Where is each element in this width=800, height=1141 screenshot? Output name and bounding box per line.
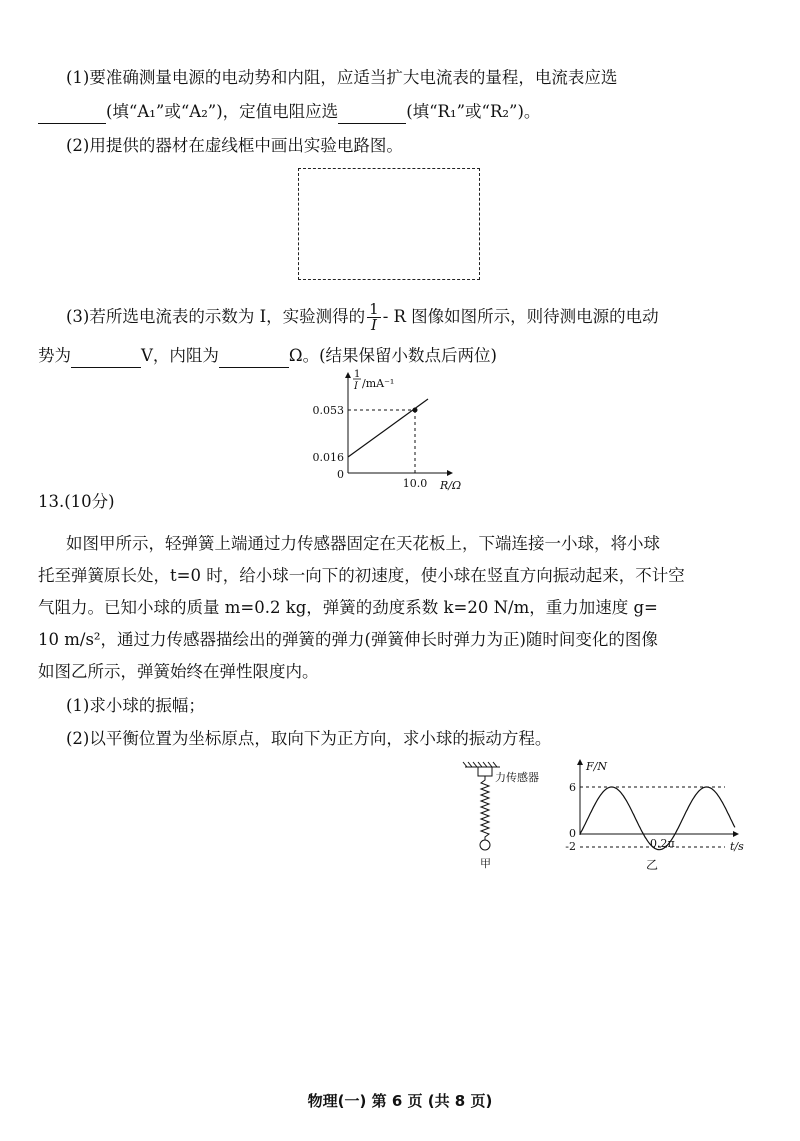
y-tick: 0.053 [312, 404, 344, 417]
fraction-1-over-I [367, 302, 381, 333]
x-tick: 0.2π [650, 837, 675, 850]
text: 如图甲所示，轻弹簧上端通过力传感器固定在天花板上，下端连接一小球，将小球 [66, 534, 660, 553]
text: (填“R₁”或“R₂”)。 [406, 102, 541, 121]
figure-caption: 甲 [480, 857, 491, 870]
figure-jia-spring [463, 762, 539, 870]
text: (1)要准确测量电源的电动势和内阻，应适当扩大电流表的量程，电流表应选 [66, 68, 618, 87]
force-sensor [478, 767, 492, 776]
text: (3)若所选电流表的示数为 I，实验测得的 [66, 307, 366, 326]
q13-header [38, 490, 770, 514]
q13-para-line [38, 596, 770, 620]
q13-para-line [38, 628, 770, 652]
q12-part3-line1 [66, 302, 770, 333]
text: 气阻力。已知小球的质量 m=0.2 kg，弹簧的劲度系数 k=20 N/m，重力加速度 g= [38, 598, 658, 617]
y-axis-unit: /mA⁻¹ [362, 377, 395, 390]
numerator: 1 [369, 300, 379, 318]
q13-sub1 [66, 694, 770, 718]
emf-answer-blank[interactable] [71, 349, 141, 368]
sensor-label: 力传感器 [495, 771, 539, 784]
text: 如图乙所示，弹簧始终在弹性限度内。 [38, 662, 319, 681]
answer-blank[interactable] [338, 105, 406, 124]
q12-part1-line1 [66, 66, 770, 90]
text: 13.(10分) [38, 492, 115, 511]
text: (2)以平衡位置为坐标原点，取向下为正方向，求小球的振动方程。 [66, 729, 552, 748]
q13-para-line [38, 564, 770, 588]
text: 托至弹簧原长处，t=0 时，给小球一向下的初速度，使小球在竖直方向振动起来，不计空 [38, 566, 685, 585]
q12-part2 [66, 134, 770, 158]
text: (填“A₁”或“A₂”)，定值电阻应选 [106, 102, 339, 121]
y-axis-label: F/N [586, 760, 607, 773]
y-tick: 6 [569, 781, 576, 794]
spring-figures [460, 755, 770, 875]
y-tick: 0.016 [312, 451, 344, 464]
text: 10 m/s²，通过力传感器描绘出的弹簧的弹力(弹簧伸长时弹力为正)随时间变化的图像 [38, 630, 658, 649]
q12-part1-line2 [38, 100, 770, 124]
origin-label: 0 [337, 468, 344, 481]
x-axis-label: t/s [730, 840, 744, 853]
inverse-current-vs-resistance-graph [300, 365, 470, 495]
y-label-den: I [354, 381, 358, 392]
figure-caption: 乙 [646, 858, 659, 872]
q13-sub2 [66, 727, 770, 751]
denominator: I [370, 316, 377, 334]
figure-yi-force-graph [565, 760, 744, 872]
data-point [413, 408, 418, 413]
y-tick: 0 [569, 827, 576, 840]
text: (1)求小球的振幅； [66, 696, 205, 715]
y-tick: -2 [565, 840, 576, 853]
y-label-num: 1 [354, 369, 361, 380]
text: (2)用提供的器材在虚线框中画出实验电路图。 [66, 136, 403, 155]
text: 势为 [38, 346, 71, 365]
ball [480, 840, 490, 850]
data-line [348, 399, 428, 457]
circuit-drawing-box[interactable] [298, 168, 480, 280]
answer-blank[interactable] [38, 105, 106, 124]
text: V，内阻为 [141, 346, 219, 365]
x-tick: 10.0 [402, 477, 428, 490]
q13-para-line [66, 532, 770, 556]
q13-para-line [38, 660, 770, 684]
page-footer: 物理(一) 第 6 页 (共 8 页) [307, 1092, 493, 1110]
text: - R 图像如图所示，则待测电源的电动 [382, 307, 659, 326]
x-axis-label: R/Ω [440, 479, 462, 492]
text: Ω。(结果保留小数点后两位) [288, 346, 497, 365]
resistance-answer-blank[interactable] [219, 349, 289, 368]
